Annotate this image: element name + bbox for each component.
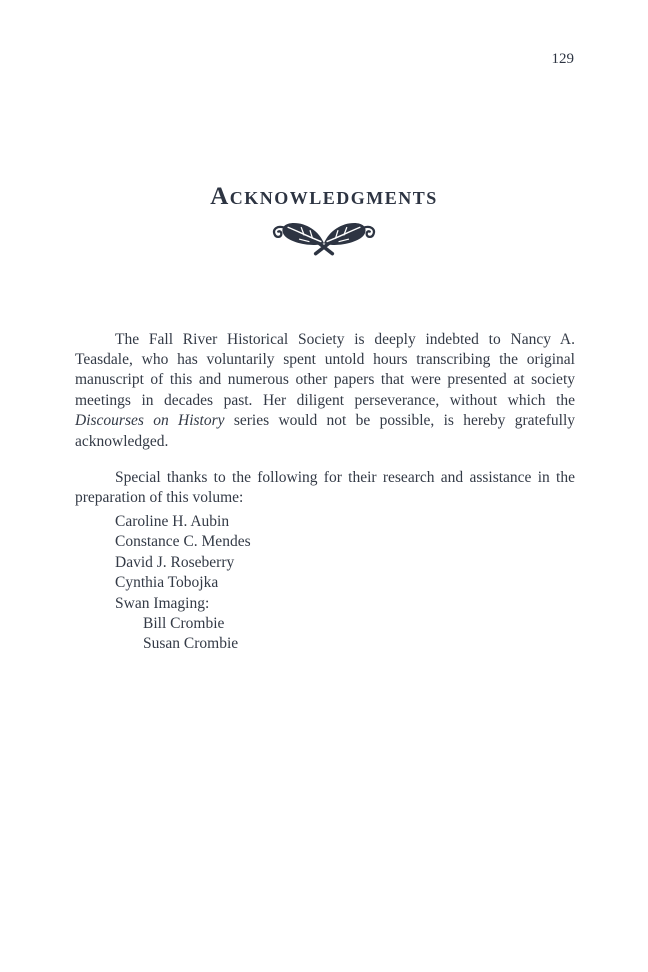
credits-list: [115, 512, 251, 655]
credit-sub-name: Bill Crombie: [143, 615, 225, 633]
series-title-italic: Discourses on History: [75, 412, 225, 430]
page-title: Acknowledgments: [210, 182, 438, 210]
credit-name: Constance C. Mendes: [115, 533, 251, 551]
page-number: 129: [551, 51, 574, 67]
credit-name: Caroline H. Aubin: [115, 513, 230, 530]
credit-name: David J. Roseberry: [115, 553, 235, 571]
acknowledgment-paragraph: [75, 330, 575, 452]
paragraph-text: series would not be possible, is hereby gratefully acknowledged.: [75, 412, 576, 450]
special-thanks-paragraph: Special thanks to the following for their research and assistance in the preparation of this volume:: [75, 468, 575, 506]
leaf-ornament-icon: [272, 216, 376, 258]
credit-name: Swan Imaging:: [115, 594, 210, 612]
paragraph-text: The Fall River Historical Society is deeply indebted to Nancy A. Teasdale, who has voluntarily spent untold hours transcribing the original manuscript of this and numerous other papers that were presented at society meetings in decades past. Her diligent perseverance, without which the: [75, 330, 575, 409]
credit-name: Cynthia Tobojka: [115, 574, 219, 592]
credit-sub-name: Susan Crombie: [143, 635, 239, 653]
